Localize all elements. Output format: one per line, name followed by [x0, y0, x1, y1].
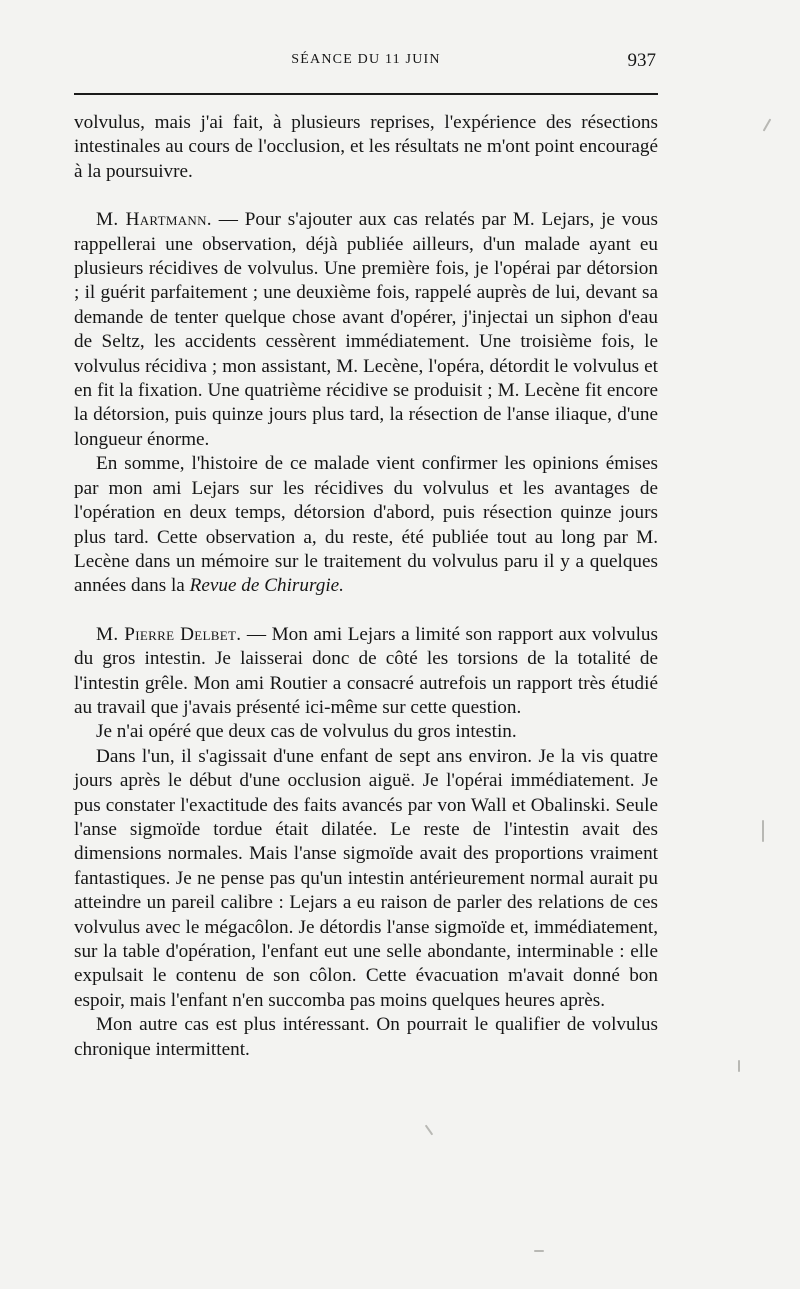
- scan-speck: [425, 1125, 434, 1136]
- paragraph-text: En somme, l'histoire de ce malade vient confirmer les opinions émises par mon ami Lejars sur les récidives du volvulus et les avantages de l'opération en deux temps, détorsion d'abord, puis résection quinze jours plus tard. Cette observation a, du reste, été publiée tout au long par M. Lecène dans un mémoire sur le traitement du volvulus paru il y a quelques années dans la: [74, 453, 658, 597]
- paragraph-delbet: [74, 623, 658, 721]
- journal-title: Revue de Chirurgie.: [189, 575, 344, 597]
- paragraph-dans-lun: Dans l'un, il s'agissait d'une enfant de sept ans environ. Je la vis quatre jours après le début d'une occlusion aiguë. Je l'opérai immédiatement. Je pus constater l'exactitude des faits avancés par von Wall et Obalinski. Seule l'anse sigmoïde tordue était dilatée. Le reste de l'intestin avait des dimensions normales. Mais l'anse sigmoïde avait des proportions vraiment fantastiques. Je ne pense pas qu'un intestin antérieurement normal aurait pu atteindre un pareil calibre : Lejars a eu raison de parler des relations de ces volvulus avec le mégacôlon. Je détordis l'anse sigmoïde et, immédiatement, sur la table d'opération, l'enfant eut une selle abondante, interminable : elle expulsait le contenu de son côlon. Cette évacuation m'avait donné bon espoir, mais l'enfant n'en succomba pas moins quelques heures après.: [74, 745, 658, 1011]
- speaker-name: M. Pierre Delbet.: [96, 623, 242, 645]
- running-head: SÉANCE DU 11 JUIN: [291, 52, 441, 67]
- paragraph-continuation: volvulus, mais j'ai fait, à plusieurs reprises, l'expérience des résections intestinales au cours de l'occlusion, et les résultats ne m'ont point encouragé à la poursuivre.: [74, 112, 658, 182]
- scan-speck: [763, 118, 772, 131]
- paragraph-gap: [74, 599, 658, 623]
- speaker-name: M. Hartmann.: [96, 209, 212, 231]
- paragraph-hartmann: [74, 208, 658, 452]
- paragraph-deux-cas: Je n'ai opéré que deux cas de volvulus du gros intestin.: [96, 721, 517, 743]
- paragraph-gap: [74, 184, 658, 208]
- scan-speck: [762, 820, 764, 842]
- body-text: [74, 111, 658, 1062]
- page-header: [74, 52, 658, 76]
- paragraph-autre-cas: Mon autre cas est plus intéressant. On pourrait le qualifier de volvulus chronique intermittent.: [74, 1014, 658, 1060]
- scan-speck: [738, 1060, 740, 1072]
- paragraph-text: — Mon ami Lejars a limité son rapport aux volvulus du gros intestin. Je laisserai donc de côté les torsions de la totalité de l'intestin grêle. Mon ami Routier a consacré autrefois un rapport très étudié au travail que j'avais présenté ici-même sur cette question.: [74, 623, 658, 718]
- scan-speck: [534, 1250, 544, 1252]
- paragraph-en-somme: [74, 452, 658, 598]
- paragraph-text: — Pour s'ajouter aux cas relatés par M. Lejars, je vous rappellerai une observation, déjà publiée ailleurs, d'un malade ayant eu plusieurs récidives de volvulus. Une première fois, je l'opérai par détorsion ; il guérit parfaitement ; une deuxième fois, rappelé auprès de lui, devant sa demande de tenter quelque chose avant d'opérer, j'injectai un siphon d'eau de Seltz, les accidents cessèrent immédiatement. Une troisième fois, le volvulus récidiva ; mon assistant, M. Lecène, l'opéra, détordit le volvulus et en fit la fixation. Une quatrième récidive se produisit ; M. Lecène fit encore la détorsion, puis quinze jours plus tard, la résection de l'anse iliaque, d'une longueur énorme.: [74, 209, 658, 450]
- header-rule: [74, 93, 658, 95]
- page-number: 937: [627, 50, 656, 71]
